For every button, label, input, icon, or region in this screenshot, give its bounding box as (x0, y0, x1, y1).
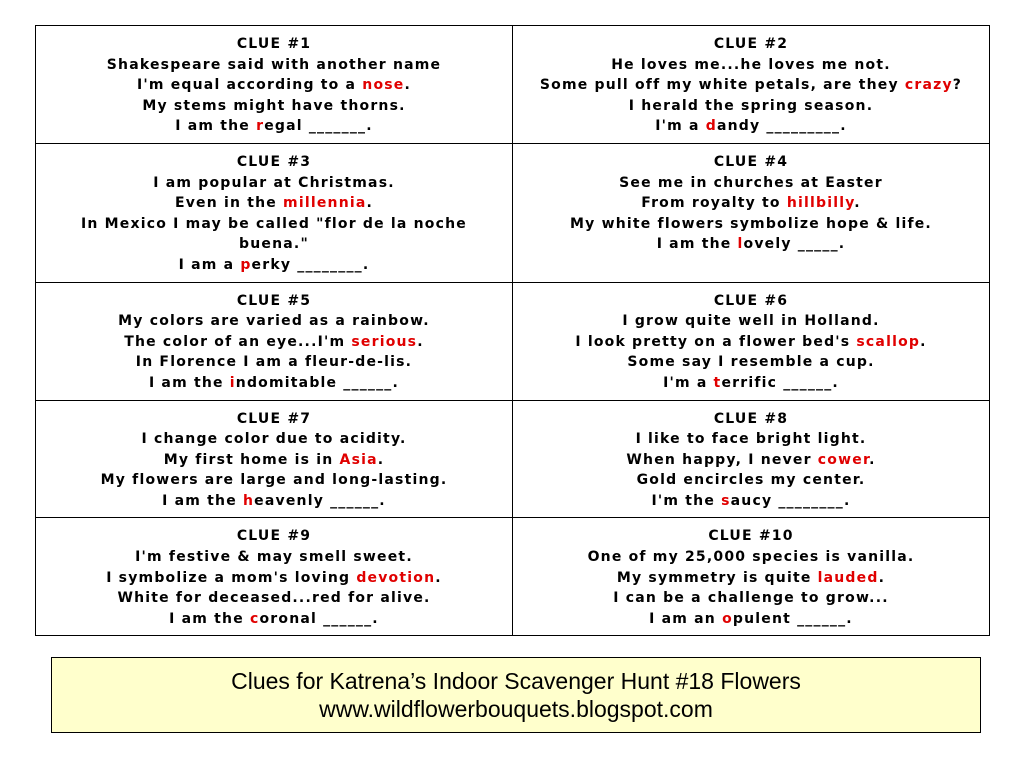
clue-line-3: My flowers are large and long-lasting. (100, 472, 448, 489)
clue-line-4: I am the coronal ______. (169, 610, 379, 627)
clue-line-2: I symbolize a mom's loving devotion. (106, 569, 442, 586)
clue-line-4: I am the heavenly ______. (162, 492, 386, 509)
clue-row (36, 143, 990, 282)
clue-line-1: I change color due to acidity. (141, 431, 407, 448)
highlighted-word: cower (817, 451, 870, 468)
clue-cell-9 (36, 518, 513, 636)
clue-title: CLUE #2 (713, 36, 789, 52)
caption-url: www.wildflowerbouquets.blogspot.com (319, 696, 713, 722)
clue-line-2: The color of an eye...I'm serious. (124, 333, 424, 350)
clue-line-4: I am the regal _______. (175, 118, 373, 135)
clue-cell-4 (513, 143, 990, 282)
clue-cell-10 (513, 518, 990, 636)
clue-line-3: I herald the spring season. (628, 97, 874, 114)
clue-line-4: I am a perky ________. (178, 256, 370, 273)
clue-line-4: I'm the saucy ________. (651, 492, 851, 509)
highlighted-letter: t (713, 374, 722, 391)
clue-line-3: My white flowers symbolize hope & life. (570, 215, 932, 232)
clue-line-3: My stems might have thorns. (142, 97, 406, 114)
clue-line-1: I like to face bright light. (635, 431, 867, 448)
clue-line-3: In Mexico I may be called "flor de la noche buena." (81, 215, 467, 253)
highlighted-word: nose (362, 77, 405, 94)
clue-cell-8 (513, 400, 990, 518)
clue-title: CLUE #6 (713, 292, 789, 309)
caption-box (51, 657, 981, 733)
clue-line-1: I am popular at Christmas. (153, 174, 395, 191)
clue-line-3: Some say I resemble a cup. (627, 354, 875, 371)
clue-row (36, 400, 990, 518)
clue-line-2: From royalty to hillbilly. (641, 195, 861, 212)
highlighted-word: scallop (856, 333, 921, 350)
clue-line-1: I grow quite well in Holland. (622, 313, 880, 330)
clue-line-4: I'm a dandy _________. (655, 118, 847, 135)
highlighted-word: Asia (339, 451, 378, 468)
clue-cell-5 (36, 282, 513, 400)
clue-line-2: My first home is in Asia. (163, 451, 385, 468)
clue-line-2: I look pretty on a flower bed's scallop. (575, 333, 927, 350)
clue-row (36, 282, 990, 400)
clue-row (36, 518, 990, 636)
clue-line-3: I can be a challenge to grow... (613, 590, 889, 607)
clue-line-4: I am the lovely _____. (656, 236, 846, 253)
clue-line-2: I'm equal according to a nose. (136, 77, 412, 94)
clue-title: CLUE #3 (236, 153, 312, 170)
clue-title: CLUE #1 (236, 36, 312, 52)
clue-title: CLUE #5 (236, 292, 312, 309)
highlighted-word: lauded (817, 569, 879, 586)
clue-row (36, 26, 990, 144)
highlighted-letter: h (243, 492, 255, 509)
clue-cell-1 (36, 26, 513, 144)
highlighted-letter: i (229, 374, 236, 391)
clue-line-1: My colors are varied as a rainbow. (118, 313, 430, 330)
clue-line-1: He loves me...he loves me not. (611, 56, 891, 73)
highlighted-letter: o (722, 610, 733, 627)
highlighted-letter: s (721, 492, 731, 509)
clue-line-3: Gold encircles my center. (636, 472, 866, 489)
clue-line-2: My symmetry is quite lauded. (616, 569, 886, 586)
highlighted-letter: c (249, 610, 260, 627)
clue-title: CLUE #7 (236, 410, 312, 427)
clue-line-1: See me in churches at Easter (619, 174, 883, 191)
clue-title: CLUE #9 (236, 528, 312, 545)
clue-line-3: White for deceased...red for alive. (117, 590, 431, 607)
clue-line-3: In Florence I am a fleur-de-lis. (135, 354, 413, 371)
clue-cell-2 (513, 26, 990, 144)
clue-title: CLUE #8 (713, 410, 789, 427)
highlighted-letter: d (705, 118, 717, 135)
clue-line-2: Some pull off my white petals, are they crazy? (539, 77, 963, 94)
highlighted-word: crazy (904, 77, 953, 94)
clue-line-4: I am the indomitable ______. (148, 374, 400, 391)
clue-line-2: Even in the millennia. (174, 195, 374, 212)
clue-line-4: I'm a terrific ______. (663, 374, 839, 391)
clue-title: CLUE #4 (713, 153, 789, 170)
clue-line-1: Shakespeare said with another name (106, 56, 442, 73)
highlighted-word: devotion (356, 569, 436, 586)
clue-line-2: When happy, I never cower. (626, 451, 876, 468)
clue-cell-7 (36, 400, 513, 518)
caption-title: Clues for Katrena’s Indoor Scavenger Hunt #18 Flowers (231, 668, 801, 694)
highlighted-letter: r (256, 118, 265, 135)
clue-cell-6 (513, 282, 990, 400)
clue-cell-3 (36, 143, 513, 282)
highlighted-letter: l (737, 236, 744, 253)
clue-line-1: One of my 25,000 species is vanilla. (587, 549, 915, 566)
clue-line-1: I'm festive & may smell sweet. (135, 549, 413, 566)
highlighted-word: hillbilly (786, 195, 855, 212)
clue-line-4: I am an opulent ______. (649, 610, 853, 627)
clue-title: CLUE #10 (708, 528, 794, 545)
highlighted-word: serious (351, 333, 418, 350)
clue-grid (35, 25, 990, 636)
highlighted-word: millennia (283, 195, 367, 212)
highlighted-letter: p (240, 256, 252, 273)
